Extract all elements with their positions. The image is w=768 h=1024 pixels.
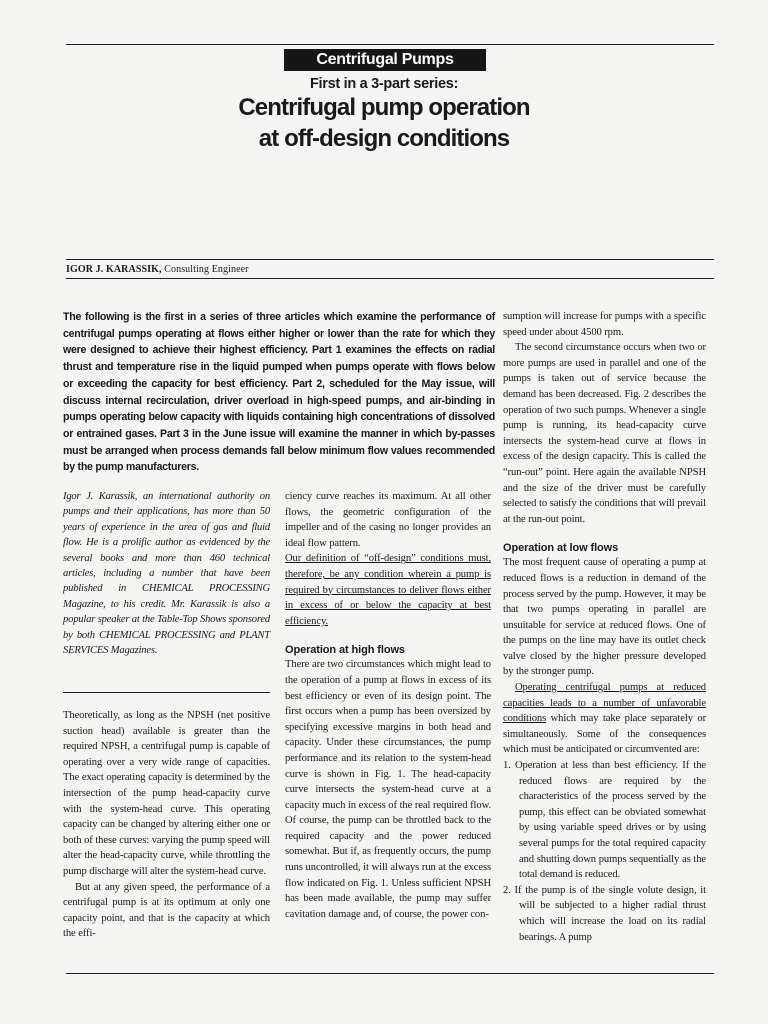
col3-para-3: The most frequent cause of operating a pump at reduced flows is a reduction in demand of the process served by the pump. However, it may be that two pumps operating in parallel are unsuitable for service at reduced flows. One of the pumps on the line may have its outlet check valve closed by the higher pressure developed by the stronger pump. — [503, 557, 706, 678]
author-bio: Igor J. Karassik, an international authority on pumps and their applications, has more than 50 years of experience in the area of gas and fluid flow. He is a prolific author as evidenced by the several books and more than 460 technical articles, including a number that have been published in CHEMICAL PROCESSING Magazine, to his credit. Mr. Karassik is also a popular speaker at the Table-Top Shows sponsored by both CHEMICAL PROCESSING and PLANT SERVICES Magazines. — [63, 491, 270, 657]
author-name: IGOR J. KARASSIK, — [66, 264, 162, 275]
byline-rule-bottom — [66, 278, 714, 279]
col1-para-1: Theoretically, as long as the NPSH (net positive suction head) available is greater than the required NPSH, a centrifugal pump is capable of operating over a very wide range of capacities. The exact operating capacity is determined by the intersection of the pump head-capacity curve with the system-head curve. This operating capacity can be changed by altering either one or both of these curves: varying the pump speed will alter the head-capacity curve, while throttling the pump discharge will alter the system-head curve. — [63, 710, 270, 877]
col2-para-1: ciency curve reaches its maximum. At all other flows, the geometric configuration of the impeller and of the casing no longer provides an ideal flow pattern. — [285, 491, 491, 549]
bottom-rule — [66, 973, 714, 974]
column-1 — [63, 708, 270, 942]
list-item-2: 2. If the pump is of the single volute design, it will be subjected to a higher radial thrust which will increase the load on its radial bearings. A pump — [503, 884, 706, 943]
column-3 — [503, 309, 706, 945]
byline — [66, 264, 249, 275]
byline-rule-top — [66, 259, 714, 260]
author-role: Consulting Engineer — [164, 264, 249, 275]
col3-para-4-rest: which may take place separately or simultaneously. Some of the consequences which must be anticipated or circumvented are: — [503, 713, 706, 756]
abstract: The following is the first in a series of three articles which examine the performance of centrifugal pumps operating at flows either higher or lower than the rate for which they were designed to achieve their highest efficiency. Part 1 examines the effects on radial thrust and temperature rise in the liquid pumped when pumps operate with flows below or exceeding the capacity for best efficiency. Part 2, scheduled for the May issue, will discuss internal recirculation, driver overload in high-speed pumps, and air-binding in pumps operating below capacity with liquids containing high concentrations of dissolved or entrained gases. Part 3 in the June issue will examine the manner in which by-passes must be arranged when process demands fall below minimum flow values recommended by the pump manufacturers. — [63, 311, 495, 474]
top-rule — [66, 44, 714, 45]
col3-para-1: sumption will increase for pumps with a specific speed under about 4500 rpm. — [503, 311, 706, 338]
col3-underlined-phrase: Operating centrifugal pumps at reduced capacities leads to a number of unfavorable conditions — [503, 682, 706, 725]
column-2 — [285, 489, 491, 922]
title-line-1: Centrifugal pump operation — [238, 94, 530, 121]
col3-para-4 — [503, 680, 706, 758]
heading-low-flows: Operation at low flows — [503, 542, 619, 555]
col3-para-2: The second circumstance occurs when two or more pumps are used in parallel and one of the pumps is taken out of service because the demand has been decreased. Fig. 2 describes the operation of two such pumps. Whenever a single pump is running, its head-capacity curve intersects the system-head curve at flows in excess of the design capacity. This is called the “run-out” point. Here again the available NPSH and the size of the driver must be carefully selected to satisfy the conditions that will prevail at the run-out point. — [503, 342, 706, 525]
col2-underlined-definition: Our definition of “off-design” conditions must, therefore, be any condition wherein a pump is required by circumstances to deliver flows either in excess of or below the capacity at best efficiency. — [285, 553, 491, 627]
heading-high-flows: Operation at high flows — [285, 644, 405, 657]
section-banner: Centrifugal Pumps — [284, 49, 486, 71]
bio-rule — [63, 692, 270, 693]
series-label: First in a 3-part series: — [309, 76, 459, 92]
col1-para-2: But at any given speed, the performance of a centrifugal pump is at its optimum at only one capacity point, and that is the capacity at which the effi- — [63, 881, 270, 940]
article-title — [0, 92, 768, 154]
title-line-2: at off-design conditions — [258, 125, 510, 152]
list-item-1: 1. Operation at less than best efficiency. If the reduced flows are required by the characteristics of the process served by the pump, this effect can be obviated somewhat by using variable speed drives or by using several pumps for the total required capacity and shutting down pumps sequentially as the total demand is reduced. — [503, 760, 706, 881]
col2-para-2: There are two circumstances which might lead to the operation of a pump at flows in excess of its best efficiency or even of its design point. The first occurs when a pump has been oversized by specifying excessive margins in both head and capacity. Under these circumstances, the pump performance and its relation to the system-head curve is shown in Fig. 1. The head-capacity curve intersects the system-head curve at a capacity much in excess of the real required flow. Of course, the pump can be throttled back to the required capacity and the power reduced somewhat. But if, as frequently occurs, the pump runs uncontrolled, it will always run at the excess flow indicated on Fig. 1. Unless sufficient NPSH has been made available, the pump may suffer cavitation damage and, of course, the power con- — [285, 659, 491, 920]
